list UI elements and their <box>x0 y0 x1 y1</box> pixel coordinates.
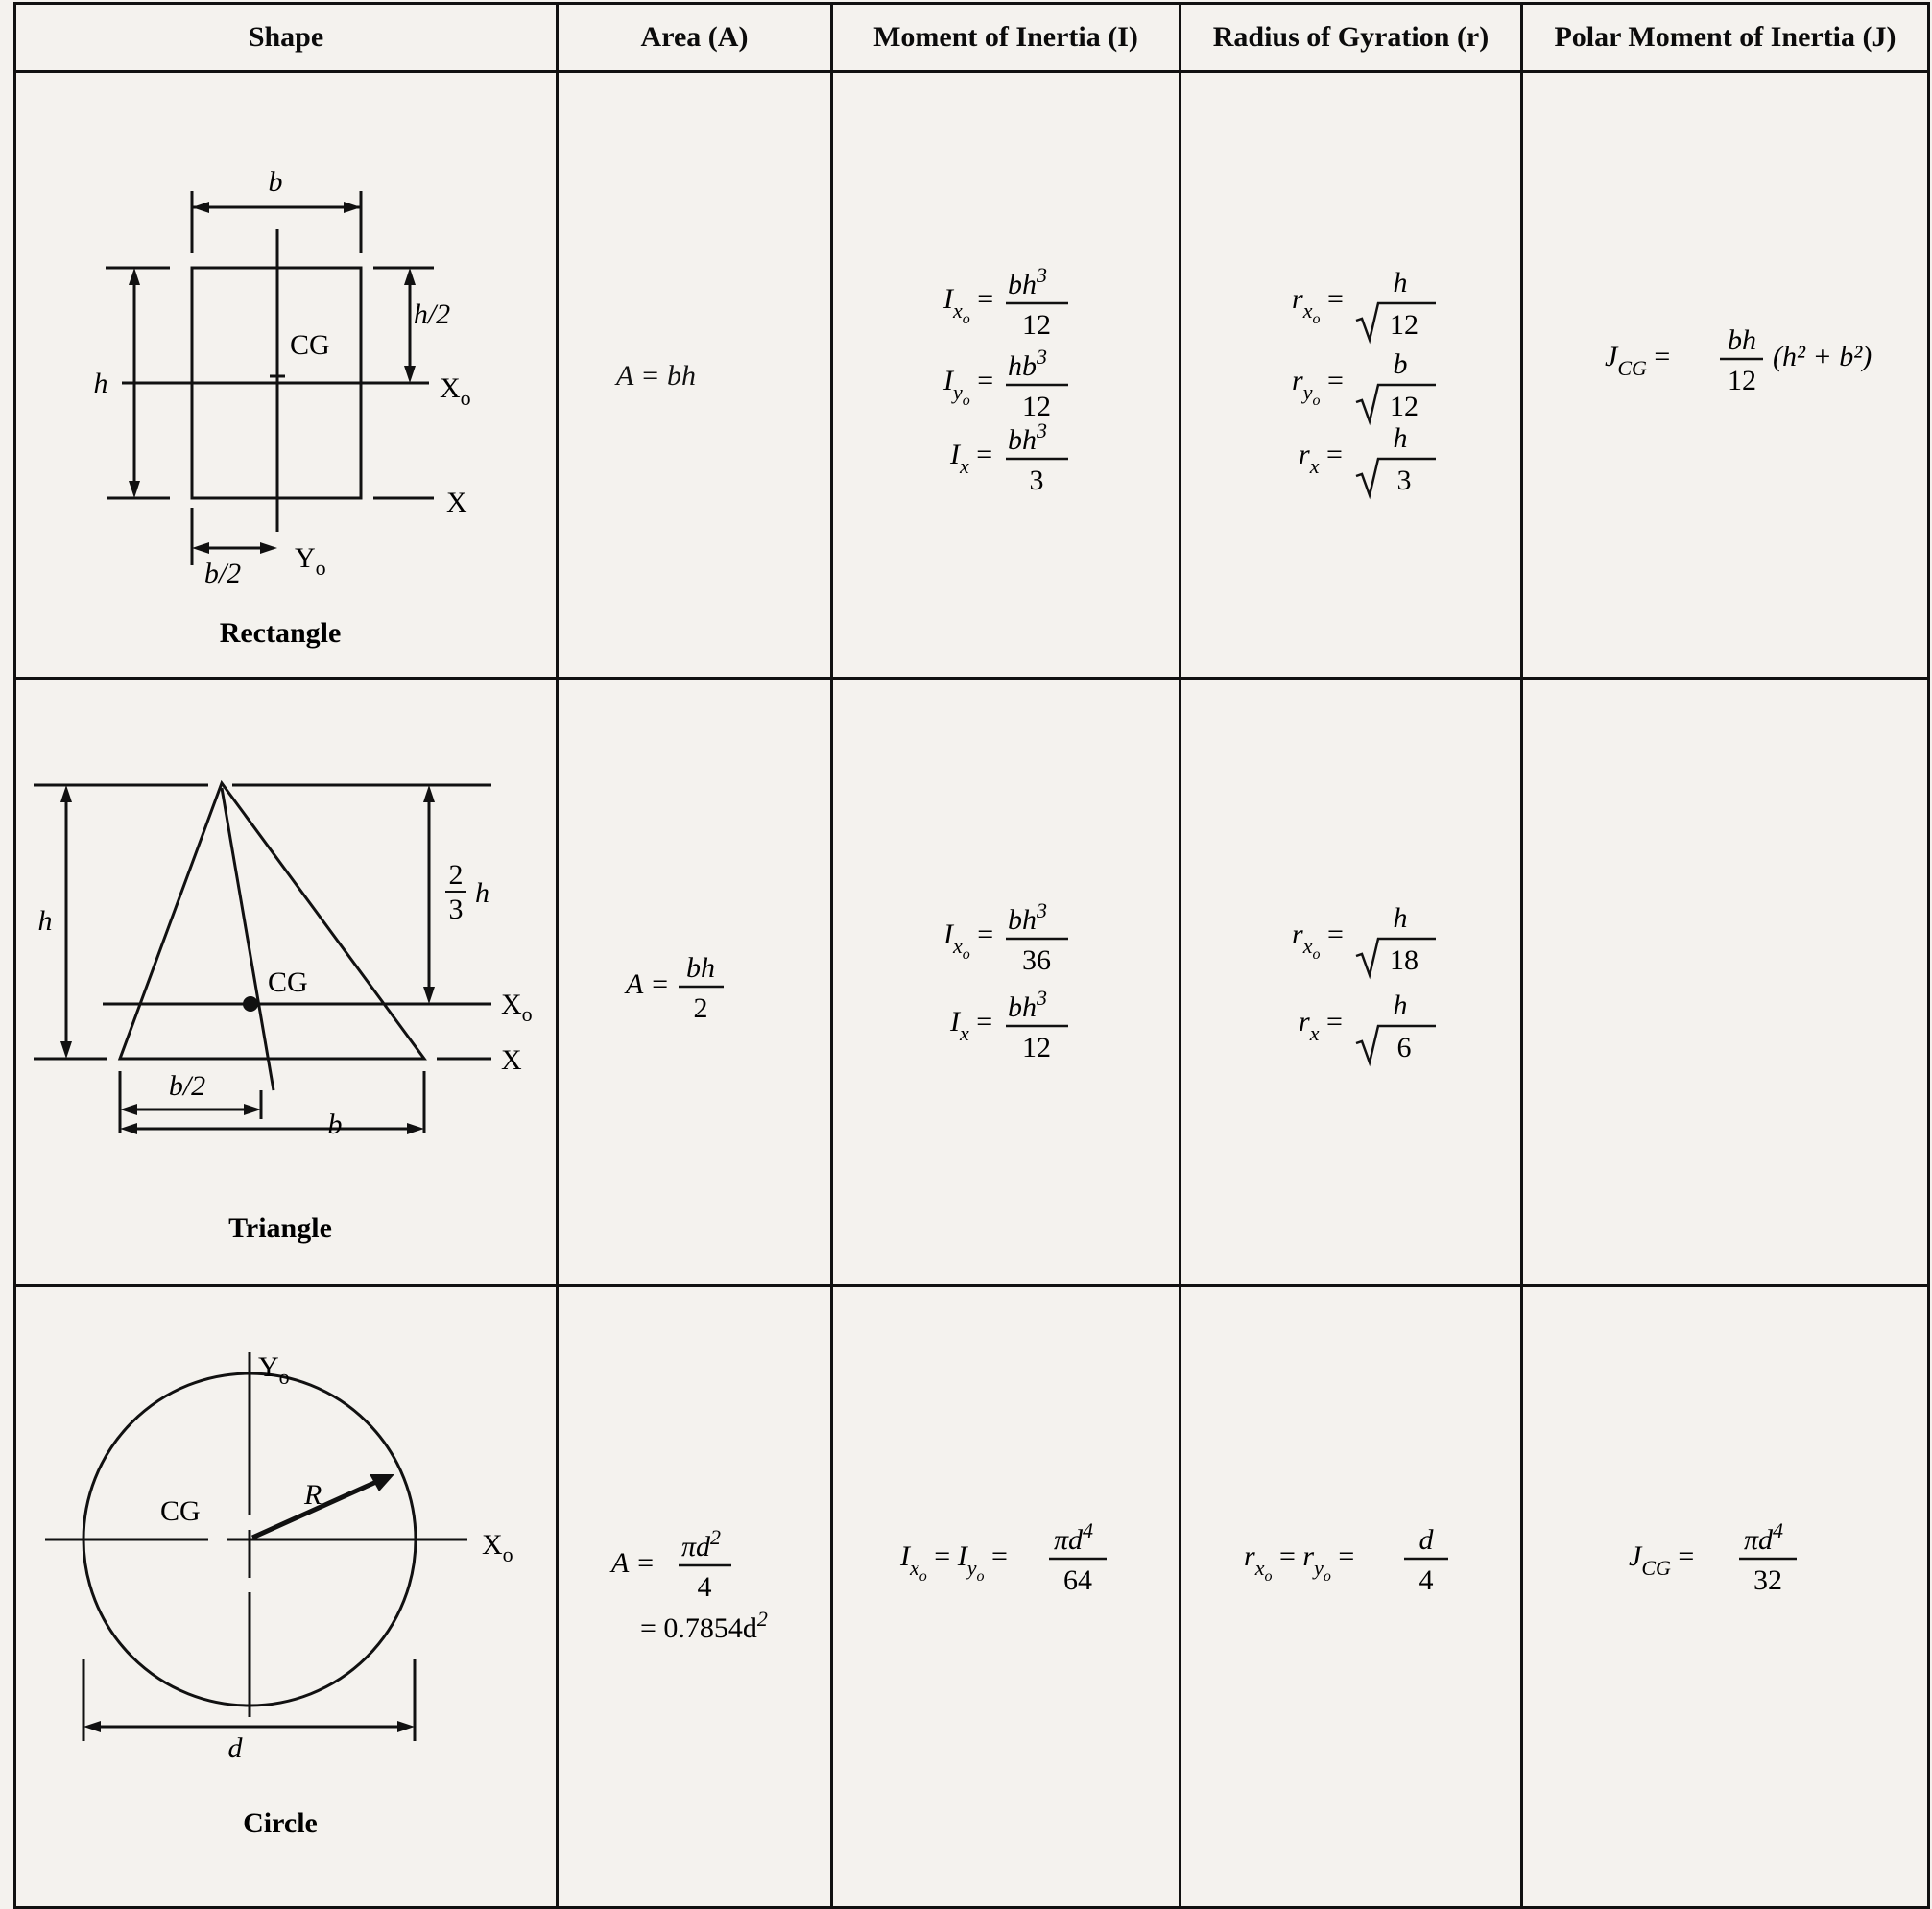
row-triangle <box>15 679 1929 1286</box>
triangle-polar-cell <box>1522 679 1929 1286</box>
circle-polar-cell <box>1522 1286 1929 1908</box>
svg-text:bh3: $bh^3$ <box>1008 263 1047 300</box>
triangle-radius-formulas <box>1181 680 1523 1279</box>
svg-text:4: 4 <box>1419 1564 1434 1596</box>
circle-polar-formula <box>1523 1287 1930 1901</box>
svg-text:6: 6 <box>1396 1032 1412 1063</box>
label-x: X <box>501 1043 522 1076</box>
label-x0: $X_o$ <box>440 371 471 410</box>
svg-text:bh3: $bh^3$ <box>1008 986 1047 1023</box>
svg-text:Ixo =: $I_{xo}$ = <box>943 919 994 963</box>
centroid-dot <box>243 996 258 1012</box>
label-two-thirds-den: 3 <box>448 893 464 925</box>
label-b-half: b/2 <box>168 1069 206 1102</box>
svg-text:bh: bh <box>686 952 715 984</box>
label-r: R <box>304 1478 322 1511</box>
svg-text:64: 64 <box>1063 1564 1092 1596</box>
svg-text:12: 12 <box>1390 391 1419 422</box>
label-cg: CG <box>160 1494 201 1527</box>
svg-text:Ixo =: $I_{xo}$ = <box>943 283 994 327</box>
svg-text:= 0.7854d2: = $0.7854d^2$ <box>640 1607 768 1644</box>
label-x0: $X_o$ <box>482 1528 513 1566</box>
svg-text:3: 3 <box>1029 465 1044 496</box>
svg-text:Ix =: $I_x$ = <box>950 439 993 478</box>
circle-radius-cell <box>1181 1286 1522 1908</box>
svg-text:h: h <box>1393 902 1408 934</box>
svg-text:12: 12 <box>1390 309 1419 341</box>
label-two-thirds-h: h <box>475 876 489 909</box>
header-area: Area (A) <box>558 4 832 72</box>
median-line <box>222 788 274 1090</box>
svg-text:36: 36 <box>1022 944 1051 976</box>
circle-radius-formula <box>1181 1287 1523 1901</box>
svg-text:bh3: $bh^3$ <box>1008 418 1047 456</box>
label-h: h <box>37 904 53 937</box>
svg-text:πd4: $\pi d^4$ <box>1054 1518 1094 1556</box>
circle-moment-formula <box>833 1287 1181 1901</box>
header-shape: Shape <box>15 4 558 72</box>
rectangle-moment-cell <box>832 72 1181 679</box>
formula-ix <box>949 418 1068 496</box>
svg-text:2: 2 <box>693 992 708 1024</box>
svg-text:18: 18 <box>1390 944 1419 976</box>
svg-text:h: h <box>1393 422 1408 454</box>
formula-ryo <box>1292 348 1436 422</box>
svg-text:A = bh: A = bh <box>616 360 697 392</box>
properties-table <box>13 2 1930 1909</box>
triangle-diagram <box>16 682 559 1282</box>
svg-text:4: 4 <box>697 1571 712 1603</box>
row-circle <box>15 1286 1929 1908</box>
svg-text:JCG =: $J_{CG}$ = <box>1629 1540 1695 1580</box>
label-d: d <box>227 1731 243 1764</box>
header-radius-of-gyration: Radius of Gyration (r) <box>1181 4 1522 72</box>
svg-text:πd4: $\pi d^4$ <box>1744 1518 1784 1556</box>
formula-ixo <box>942 263 1068 341</box>
triangle-moment-formulas <box>833 680 1181 1279</box>
svg-text:rx =: $r_x$ = <box>1299 1006 1343 1045</box>
shape-name-circle: Circle <box>243 1806 318 1839</box>
svg-text:rxo = ryo =: $r_{xo} = r_{yo}$ = <box>1244 1540 1355 1585</box>
circle-shape-cell <box>15 1286 558 1908</box>
svg-text:d: d <box>1419 1524 1434 1556</box>
label-x0: $X_o$ <box>501 988 533 1026</box>
label-b-half: b/2 <box>203 557 242 589</box>
triangle-area-cell <box>558 679 832 1286</box>
svg-text:12: 12 <box>1728 365 1756 396</box>
label-cg: CG <box>268 966 308 998</box>
label-h-half: h/2 <box>413 298 451 330</box>
shape-name-rectangle: Rectangle <box>219 616 342 649</box>
svg-text:3: 3 <box>1396 465 1412 496</box>
svg-text:JCG =: $J_{CG}$ = <box>1605 341 1671 380</box>
triangle-moment-cell <box>832 679 1181 1286</box>
svg-text:A =: A = <box>626 968 670 1000</box>
label-x: X <box>446 486 467 518</box>
formula-ix <box>949 986 1068 1063</box>
label-cg: CG <box>290 328 330 361</box>
formula-rx <box>1299 990 1436 1063</box>
label-y0: $Y_o$ <box>258 1350 290 1389</box>
svg-text:rxo =: $r_{xo}$ = <box>1292 919 1344 963</box>
svg-text:bh: bh <box>1728 324 1756 356</box>
triangle-outline <box>120 783 424 1059</box>
svg-text:32: 32 <box>1753 1564 1782 1596</box>
rectangle-polar-cell <box>1522 72 1929 679</box>
svg-text:(h² + b²): (h² + b²) <box>1773 341 1872 372</box>
svg-text:Iyo =: $I_{yo}$ = <box>943 365 994 409</box>
svg-text:h: h <box>1393 990 1408 1021</box>
svg-text:12: 12 <box>1022 391 1051 422</box>
label-h: h <box>93 367 108 399</box>
formula-ixo <box>942 898 1068 976</box>
label-b: b <box>268 165 283 198</box>
svg-text:rx =: $r_x$ = <box>1299 439 1343 478</box>
svg-text:Ix =: $I_x$ = <box>950 1006 993 1045</box>
svg-text:h: h <box>1393 267 1408 298</box>
row-rectangle <box>15 72 1929 679</box>
formula-rxo <box>1292 902 1436 976</box>
header-row <box>15 4 1929 72</box>
svg-text:bh3: $bh^3$ <box>1008 898 1047 936</box>
rectangle-radius-cell <box>1181 72 1522 679</box>
triangle-shape-cell <box>15 679 558 1286</box>
label-two-thirds-num: 2 <box>448 858 464 891</box>
circle-area-formula <box>559 1287 833 1901</box>
formula-iyo <box>942 345 1068 422</box>
circle-moment-cell <box>832 1286 1181 1908</box>
triangle-area-formula <box>559 680 833 1279</box>
svg-text:A =: A = <box>611 1547 656 1579</box>
svg-text:b: b <box>1393 348 1408 380</box>
rectangle-area-cell <box>558 72 832 679</box>
svg-text:Ixo = Iyo =: $I_{xo} = I_{yo}$ = <box>900 1540 1008 1585</box>
rectangle-radius-formulas <box>1181 73 1523 672</box>
svg-text:12: 12 <box>1022 309 1051 341</box>
svg-text:ryo =: $r_{yo}$ = <box>1292 365 1344 409</box>
label-y0: $Y_o$ <box>295 541 326 580</box>
rectangle-diagram <box>16 76 559 675</box>
header-moment-of-inertia: Moment of Inertia (I) <box>832 4 1181 72</box>
shape-name-triangle: Triangle <box>228 1211 332 1244</box>
circle-diagram <box>16 1290 559 1904</box>
label-b: b <box>327 1108 343 1140</box>
triangle-radius-cell <box>1181 679 1522 1286</box>
formula-rxo <box>1292 267 1436 341</box>
svg-text:12: 12 <box>1022 1032 1051 1063</box>
header-polar-moment: Polar Moment of Inertia (J) <box>1522 4 1929 72</box>
svg-text:rxo =: $r_{xo}$ = <box>1292 283 1344 327</box>
rectangle-polar-formula <box>1523 73 1930 672</box>
rectangle-shape-cell <box>15 72 558 679</box>
svg-text:πd2: $\pi d^2$ <box>681 1525 722 1563</box>
formula-rx <box>1299 422 1436 496</box>
circle-area-cell <box>558 1286 832 1908</box>
svg-text:hb3: $hb^3$ <box>1008 345 1047 382</box>
rectangle-moment-formulas <box>833 73 1181 672</box>
rectangle-area-formula <box>559 73 833 672</box>
